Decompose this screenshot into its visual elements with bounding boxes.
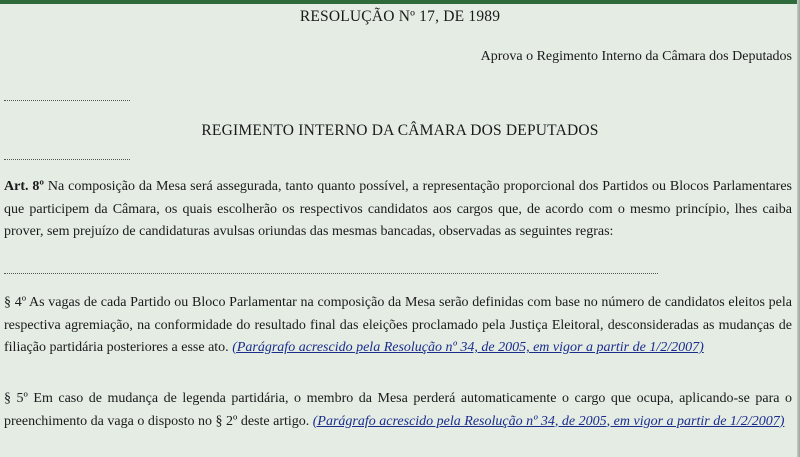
paragraph-4 bbox=[4, 292, 792, 360]
paragraph-4-text: § 4º As vagas de cada Partido ou Bloco Parlamentar na composição da Mesa serão definidas com base no número de candidatos eleitos pela respectiva agremiação, na conformidade do resultado final das eleições proclamado pela Justiça Eleitoral, desconsideradas as mudanças de filiação partidária posteriores a esse ato. bbox=[4, 295, 792, 355]
article-label: Art. 8º bbox=[4, 179, 44, 194]
article-text: Na composição da Mesa será assegurada, tanto quanto possível, a representação proporcional dos Partidos ou Blocos Parlamentares que participem da Câmara, os quais escolherão os respectivos candidatos aos cargos que, de acordo com o mesmo princípio, lhes caiba prover, sem prejuízo de candidaturas avulsas oriundas das mesmas bancadas, observadas as seguintes regras: bbox=[4, 179, 792, 239]
paragraph-4-amendment-link[interactable]: (Parágrafo acrescido pela Resolução nº 34, de 2005, em vigor a partir de 1/2/2007) bbox=[232, 340, 704, 355]
ellipsis-divider-1 bbox=[4, 100, 130, 101]
paragraph-5 bbox=[4, 388, 792, 433]
paragraph-5-amendment-link[interactable]: (Parágrafo acrescido pela Resolução nº 34, de 2005, em vigor a partir de 1/2/2007) bbox=[312, 413, 785, 429]
resolution-subtitle: Aprova o Regimento Interno da Câmara dos Deputados bbox=[480, 49, 792, 64]
ellipsis-divider-2 bbox=[4, 159, 130, 160]
article-8 bbox=[4, 176, 792, 244]
paragraph-5-text: § 5º Em caso de mudança de legenda partidária, o membro da Mesa perderá automaticamente o cargo que ocupa, aplicando-se para o preenchimento da vaga o disposto no § 2º deste artigo. bbox=[4, 391, 792, 429]
section-heading: REGIMENTO INTERNO DA CÂMARA DOS DEPUTADOS bbox=[201, 122, 599, 139]
resolution-title: RESOLUÇÃO Nº 17, DE 1989 bbox=[299, 8, 501, 25]
ellipsis-divider-3 bbox=[4, 273, 658, 274]
